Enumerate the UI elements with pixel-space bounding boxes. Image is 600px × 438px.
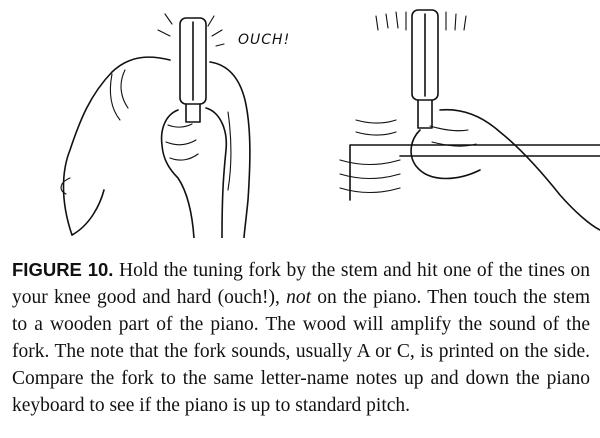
figure-label: FIGURE 10. [12,259,114,280]
piano-touch-drawing [340,10,600,230]
caption-text-part-1: Hold the tuning fork by the stem and hit one of the tines on your knee good and hard (ouch!), [12,260,591,308]
knee-strike-drawing [61,14,290,238]
caption-text-part-2: on the piano. Then touch the stem to a wooden part of the piano. The wood will amplify the sound of the fork. The note that the fork sounds, usually A or C, is printed on the side. Compare the fork to the same letter-name notes up and down the piano keyboard to see if the piano is up to standard pitch. [12,287,590,416]
ouch-label: OUCH! [238,32,291,48]
caption-emphasis: not [286,287,312,308]
figure-caption [12,256,590,419]
